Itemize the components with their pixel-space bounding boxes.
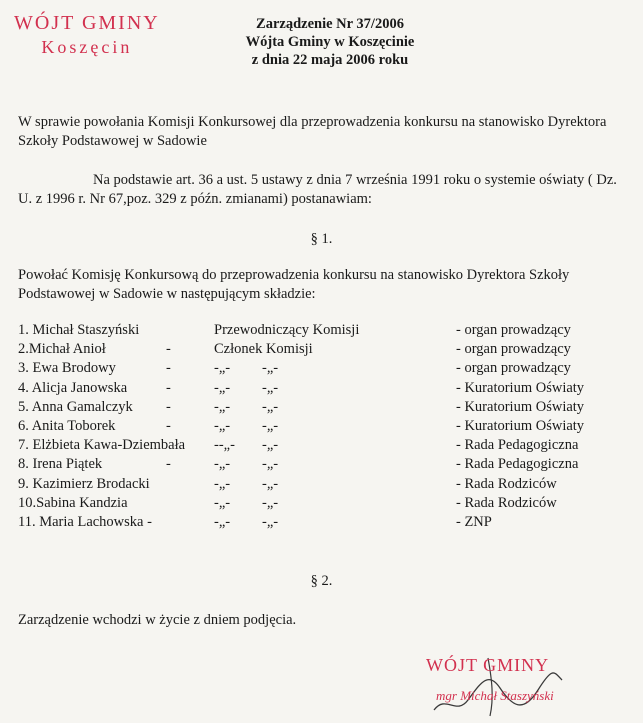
member-organization: - ZNP	[456, 513, 492, 530]
member-role: -„-	[214, 360, 231, 377]
member-role-ditto: -„-	[262, 398, 279, 415]
member-name: 1. Michał Staszyński	[18, 322, 140, 338]
member-name: 8. Irena Piątek	[18, 456, 103, 473]
member-row	[18, 476, 628, 495]
member-role: -„-	[214, 398, 231, 415]
member-organization: - organ prowadzący	[456, 360, 571, 377]
member-dash: -	[166, 456, 171, 473]
legal-basis-text: Na podstawie art. 36 a ust. 5 ustawy z dnia 7 września 1991 roku o systemie oświaty ( Dz. U. z 1996 r. Nr 67,poz. 329 z późn. zmianami) postanawiam:	[18, 172, 617, 207]
member-row	[18, 495, 628, 514]
member-role-ditto: -„-	[262, 379, 279, 396]
signatory-name: mgr Michał Staszyński	[436, 688, 554, 703]
member-role: -„-	[214, 456, 231, 473]
member-name: 3. Ewa Brodowy	[18, 360, 116, 377]
document-header	[215, 15, 445, 69]
member-organization: - Kuratorium Oświaty	[456, 379, 585, 396]
member-row	[18, 418, 628, 437]
issuer: Wójta Gminy w Koszęcinie	[245, 34, 415, 50]
member-organization: - organ prowadzący	[456, 341, 571, 358]
member-role-ditto: -„-	[262, 494, 279, 511]
member-role-ditto: -„-	[262, 437, 279, 454]
member-name: 5. Anna Gamalczyk	[18, 398, 133, 415]
member-dash: -	[166, 398, 171, 415]
member-row	[18, 380, 628, 399]
signature-stamp	[422, 655, 554, 704]
member-organization: - Rada Rodziców	[456, 494, 557, 511]
stamp-title: WÓJT GMINY	[14, 12, 160, 34]
member-dash: -	[166, 341, 171, 358]
appoint-text: Powołać Komisję Konkursową do przeprowadzenia konkursu na stanowisko Dyrektora Szkoły Podstawowej w Sadowie w następującym składzie:	[18, 267, 570, 302]
office-stamp	[14, 12, 160, 58]
member-row	[18, 341, 628, 360]
final-text: Zarządzenie wchodzi w życie z dniem podjęcia.	[18, 612, 297, 628]
member-dash: -	[166, 379, 171, 396]
member-role: Członek Komisji	[214, 341, 313, 358]
member-role: -„-	[214, 417, 231, 434]
member-role-ditto: -„-	[262, 475, 279, 492]
member-row	[18, 360, 628, 379]
member-name: 6. Anita Toborek	[18, 417, 116, 434]
member-name: 11. Maria Lachowska -	[18, 513, 152, 530]
member-row	[18, 514, 628, 533]
signature-stamp-title: WÓJT GMINY	[426, 655, 550, 675]
order-date: z dnia 22 maja 2006 roku	[251, 52, 409, 68]
stamp-place: Koszęcin	[41, 37, 133, 57]
member-role: -„-	[214, 475, 231, 492]
members-list	[18, 322, 628, 533]
member-row	[18, 399, 628, 418]
member-dash: -	[166, 417, 171, 434]
order-number: Zarządzenie Nr 37/2006	[256, 16, 404, 32]
member-name: 2.Michał Anioł	[18, 341, 106, 358]
member-organization: - Rada Rodziców	[456, 475, 557, 492]
member-organization: - Kuratorium Oświaty	[456, 398, 585, 415]
member-organization: - Rada Pedagogiczna	[456, 437, 579, 454]
member-role-ditto: -„-	[262, 360, 279, 377]
member-name: 4. Alicja Janowska	[18, 379, 128, 396]
subject-text: W sprawie powołania Komisji Konkursowej dla przeprowadzenia konkursu na stanowisko Dyrektora Szkoły Podstawowej w Sadowie	[18, 114, 607, 149]
member-role: --„-	[214, 437, 235, 454]
member-dash: -	[166, 360, 171, 377]
member-organization: - organ prowadzący	[456, 322, 571, 338]
member-row	[18, 322, 628, 341]
member-role: Przewodniczący Komisji	[214, 322, 360, 338]
section-2-heading: § 2.	[310, 573, 333, 589]
section-1-heading: § 1.	[310, 231, 333, 247]
member-role-ditto: -„-	[262, 456, 279, 473]
member-name: 10.Sabina Kandzia	[18, 494, 128, 511]
member-role: -„-	[214, 494, 231, 511]
member-organization: - Kuratorium Oświaty	[456, 417, 585, 434]
member-name: 7. Elżbieta Kawa-Dziembała	[18, 437, 186, 454]
member-role-ditto: -„-	[262, 513, 279, 530]
member-role-ditto: -„-	[262, 417, 279, 434]
legal-basis	[18, 171, 633, 209]
member-role: -„-	[214, 379, 231, 396]
member-organization: - Rada Pedagogiczna	[456, 456, 579, 473]
member-role: -„-	[214, 513, 231, 530]
member-row	[18, 437, 628, 456]
member-name: 9. Kazimierz Brodacki	[18, 475, 150, 492]
member-row	[18, 456, 628, 475]
